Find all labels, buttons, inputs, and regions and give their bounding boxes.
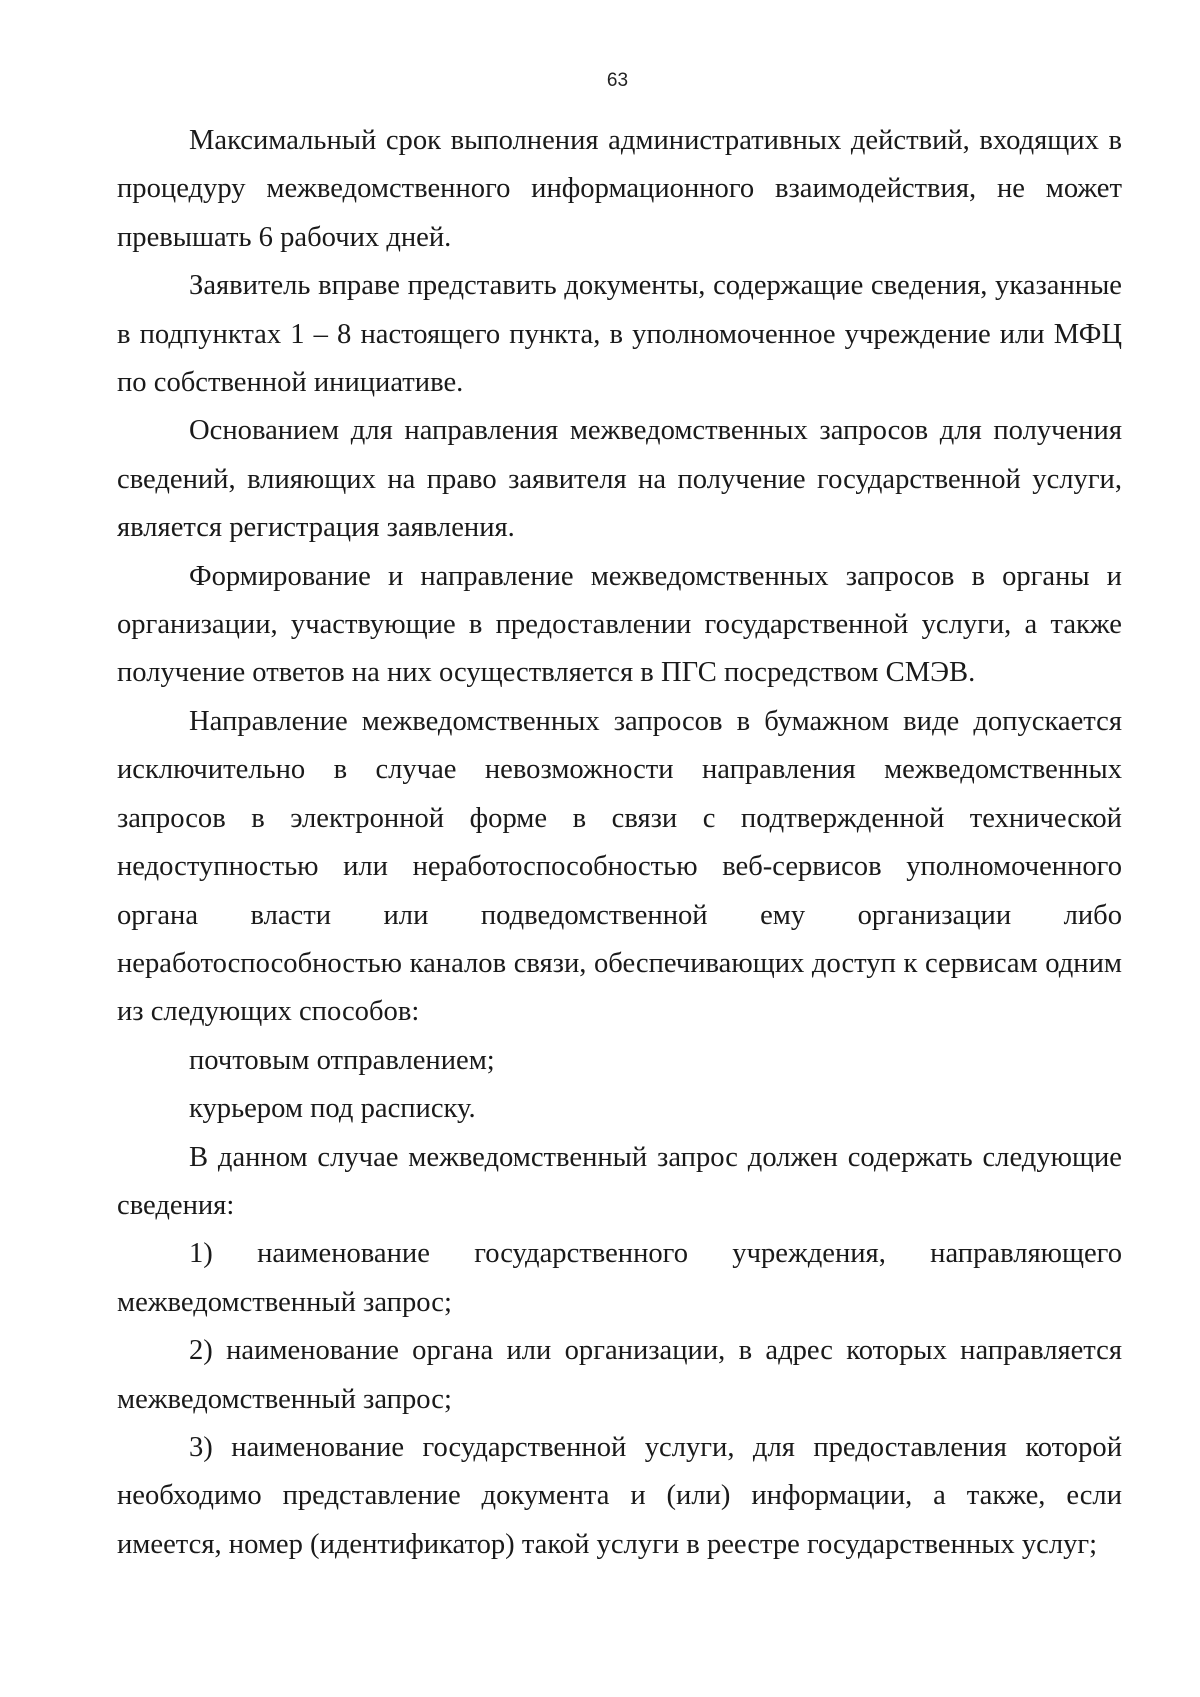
paragraph-basis-for-requests: Основанием для направления межведомственных запросов для получения сведений, влияющих на право заявителя на получение государственной услуги, является регистрация заявления. <box>117 415 1122 544</box>
paragraph-applicant-right: Заявитель вправе представить документы, содержащие сведения, указанные в подпунктах 1 – 8 настоящего пункта, в уполномоченное учреждение или МФЦ по собственной инициативе. <box>117 270 1122 399</box>
paragraph-paper-requests: Направление межведомственных запросов в бумажном виде допускается исключительно в случае невозможности направления межведомственных запросов в электронной форме в связи с подтвержденной технической недоступностью или неработоспособностью веб-сервисов уполномоченного органа власти или подведомственной ему организации либо неработоспособностью каналов связи, обеспечивающих доступ к сервисам одним из следующих способов: <box>117 705 1122 1028</box>
list-item-2: 2) наименование органа или организации, в адрес которых направляется межведомственный запрос; <box>117 1335 1122 1415</box>
list-item-courier: курьером под расписку. <box>189 1093 476 1125</box>
paragraph-max-term: Максимальный срок выполнения административных действий, входящих в процедуру межведомственного информационного взаимодействия, не может превышать 6 рабочих дней. <box>117 125 1122 253</box>
list-item-postal: почтовым отправлением; <box>189 1044 495 1076</box>
document-body <box>117 117 1122 1569</box>
list-item-1: 1) наименование государственного учреждения, направляющего межведомственный запрос; <box>117 1238 1122 1318</box>
list-item-3: 3) наименование государственной услуги, для предоставления которой необходимо представление документа и (или) информации, а также, если имеется, номер (идентификатор) такой услуги в реестре государственных услуг; <box>117 1431 1122 1560</box>
paragraph-request-contents: В данном случае межведомственный запрос должен содержать следующие сведения: <box>117 1141 1122 1221</box>
page-number: 63 <box>606 70 629 91</box>
paragraph-forming-requests: Формирование и направление межведомственных запросов в органы и организации, участвующие в предоставлении государственной услуги, а также получение ответов на них осуществляется в ПГС посредством СМЭВ. <box>117 560 1122 689</box>
